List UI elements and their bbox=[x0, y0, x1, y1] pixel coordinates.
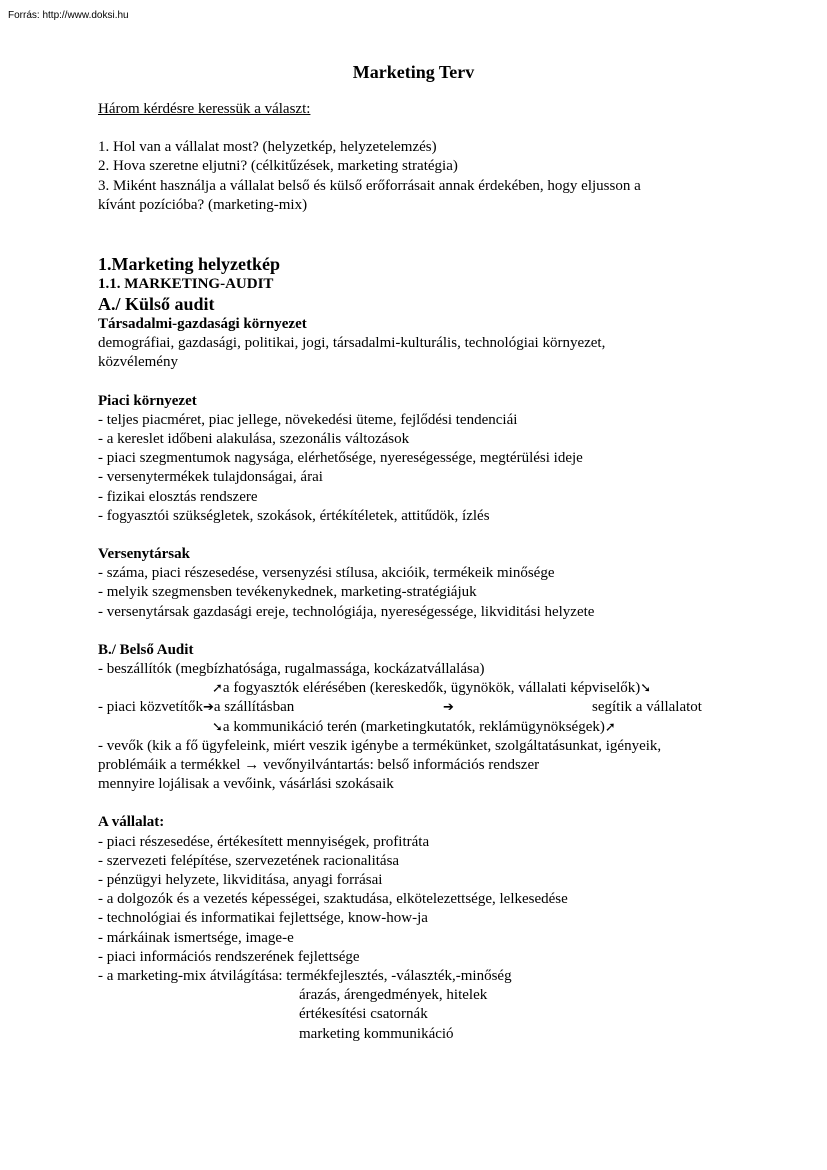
consumers-line bbox=[98, 679, 738, 698]
internal-audit-title: B./ Belső Audit bbox=[98, 641, 194, 658]
market-env-title: Piaci környezet bbox=[98, 392, 197, 409]
mix-item: árazás, árengedmények, hitelek bbox=[299, 987, 488, 1004]
document-title: Marketing Terv bbox=[352, 62, 475, 82]
list-item: - fogyasztói szükségletek, szokások, értékítéletek, attitűdök, ízlés bbox=[98, 507, 490, 524]
arrow-up-right-icon: ➚ bbox=[604, 719, 616, 735]
help-company-text: segítik a vállalatot bbox=[592, 699, 702, 716]
question-3-cont: kívánt pozícióba? (marketing-mix) bbox=[98, 196, 308, 213]
list-item: - piaci részesedése, értékesített mennyiségek, profitráta bbox=[98, 833, 430, 850]
social-economic-line: közvélemény bbox=[98, 354, 178, 371]
arrow-right-icon: ➔ bbox=[443, 700, 454, 716]
intermediaries-line bbox=[98, 698, 738, 717]
arrow-up-right-icon: ➚ bbox=[212, 681, 223, 697]
social-economic-line: demográfiai, gazdasági, politikai, jogi, társadalmi-kulturális, technológiai környezet, bbox=[98, 335, 606, 352]
section-1-title: 1.Marketing helyzetkép bbox=[98, 254, 280, 275]
source-note: Forrás: http://www.doksi.hu bbox=[8, 10, 129, 21]
section-1-1-title: 1.1. MARKETING-AUDIT bbox=[98, 276, 274, 293]
list-item: - versenytermékek tulajdonságai, árai bbox=[98, 469, 323, 486]
list-item: - pénzügyi helyzete, likviditása, anyagi forrásai bbox=[98, 872, 383, 889]
external-audit-title: A./ Külső audit bbox=[98, 294, 215, 315]
list-item-cont: problémáik a termékkel → vevőnyilvántartás: belső információs rendszer bbox=[98, 757, 540, 774]
company-title: A vállalat: bbox=[98, 814, 165, 831]
intro-heading: Három kérdésre keressük a választ: bbox=[98, 101, 311, 117]
arrow-right-icon: ➔ bbox=[202, 700, 214, 716]
mix-item: marketing kommunikáció bbox=[299, 1025, 454, 1042]
list-item: - beszállítók (megbízhatósága, rugalmassága, kockázatvállalása) bbox=[98, 661, 485, 678]
list-item: - szervezeti felépítése, szervezetének racionalitása bbox=[98, 852, 400, 869]
list-item: - vevők (kik a fő ügyfeleink, miért veszik igénybe a termékünket, szolgáltatásunkat, igényeik, bbox=[98, 737, 662, 754]
question-1: 1. Hol van a vállalat most? (helyzetkép, helyzetelemzés) bbox=[98, 139, 437, 156]
mix-item: értékesítési csatornák bbox=[299, 1006, 428, 1023]
communication-text: a kommunikáció terén (marketingkutatók, reklámügynökségek) bbox=[222, 718, 605, 735]
list-item: - technológiai és informatikai fejlettsége, know-how-ja bbox=[98, 910, 428, 927]
list-item: - márkáinak ismertsége, image-e bbox=[98, 929, 294, 946]
list-item: - teljes piacméret, piac jellege, növekedési üteme, fejlődési tendenciái bbox=[98, 411, 518, 428]
list-item: - piaci információs rendszerének fejlettsége bbox=[98, 948, 360, 965]
list-item: - a kereslet időbeni alakulása, szezonális változások bbox=[98, 431, 410, 448]
document-body bbox=[98, 100, 738, 1044]
arrow-down-right-icon: ➘ bbox=[640, 681, 652, 697]
list-item: - piaci szegmentumok nagysága, elérhetősége, nyereségessége, megtérülési ideje bbox=[98, 450, 583, 467]
question-2: 2. Hova szeretne eljutni? (célkitűzések, marketing stratégia) bbox=[98, 158, 458, 175]
intermediaries-text: - piaci közvetítők bbox=[98, 699, 203, 716]
competitors-title: Versenytársak bbox=[98, 546, 190, 563]
list-item: - melyik szegmensben tevékenykednek, marketing-stratégiájuk bbox=[98, 584, 477, 601]
social-economic-title: Társadalmi-gazdasági környezet bbox=[98, 316, 307, 333]
list-item: - a marketing-mix átvilágítása: termékfejlesztés, -választék,-minőség bbox=[98, 968, 512, 985]
transport-text: a szállításban bbox=[213, 699, 295, 716]
list-item: - versenytársak gazdasági ereje, technológiája, nyereségessége, likviditási helyzete bbox=[98, 603, 595, 620]
list-item-cont: mennyire lojálisak a vevőink, vásárlási szokásaik bbox=[98, 776, 394, 793]
consumers-text: a fogyasztók elérésében (kereskedők, ügynökök, vállalati képviselők) bbox=[222, 680, 641, 697]
list-item: - fizikai elosztás rendszere bbox=[98, 488, 258, 505]
arrow-down-right-icon: ➘ bbox=[212, 719, 223, 735]
list-item: - száma, piaci részesedése, versenyzési stílusa, akcióik, termékeik minősége bbox=[98, 565, 555, 582]
communication-line bbox=[98, 718, 738, 737]
question-3: 3. Miként használja a vállalat belső és külső erőforrásait annak érdekében, hogy eljusson a bbox=[98, 177, 641, 194]
list-item: - a dolgozók és a vezetés képességei, szaktudása, elkötelezettsége, lelkesedése bbox=[98, 891, 568, 908]
